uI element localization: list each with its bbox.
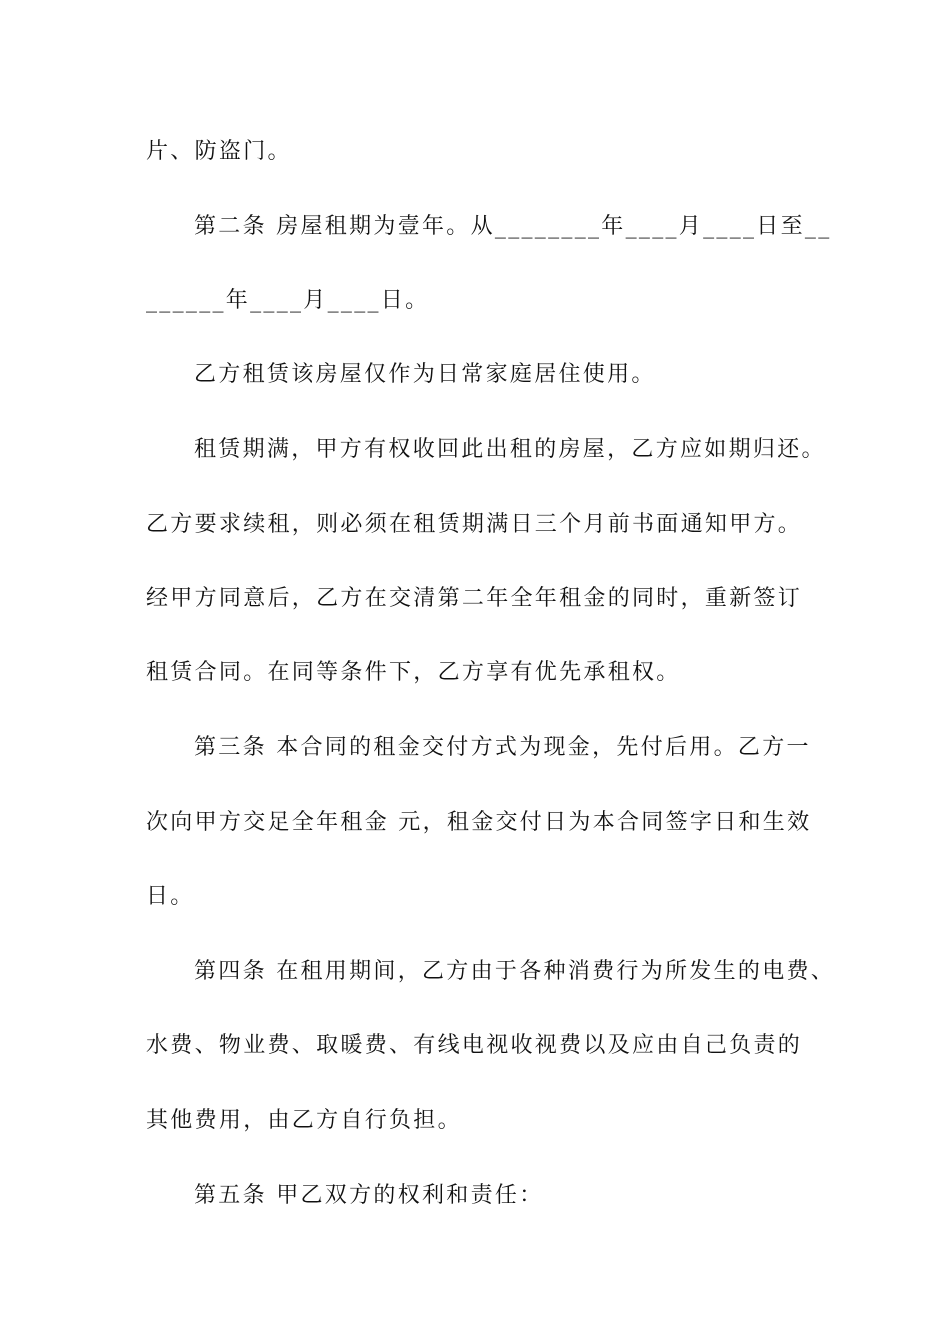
renewal-paragraph-line-1: 租赁期满，甲方有权收回此出租的房屋，乙方应如期归还。 (194, 437, 826, 462)
clause-5-heading: 第五条 甲乙双方的权利和责任： (194, 1183, 544, 1208)
usage-paragraph: 乙方租赁该房屋仅作为日常家庭居住使用。 (194, 362, 656, 387)
clause-4-line-2: 水费、物业费、取暖费、有线电视收视费以及应由自己负责的 (146, 1033, 803, 1058)
renewal-paragraph-line-3: 经甲方同意后，乙方在交清第二年全年租金的同时，重新签订 (146, 586, 803, 611)
clause-3-line-3: 日。 (146, 884, 195, 909)
renewal-paragraph-line-4: 租赁合同。在同等条件下，乙方享有优先承租权。 (146, 660, 681, 685)
clause-3-line-2: 次向甲方交足全年租金 元，租金交付日为本合同签字日和生效 (146, 810, 812, 835)
clause-2-line-2: ______年____月____日。 (146, 288, 430, 313)
clause-2-line-1: 第二条 房屋租期为壹年。从________年____月____日至__ (194, 214, 832, 239)
clause-4-line-1: 第四条 在租用期间，乙方由于各种消费行为所发生的电费、 (194, 959, 836, 984)
renewal-paragraph-line-2: 乙方要求续租，则必须在租赁期满日三个月前书面通知甲方。 (146, 512, 803, 537)
clause-4-line-3: 其他费用，由乙方自行负担。 (146, 1108, 462, 1133)
text-line-continuation: 片、防盗门。 (146, 139, 292, 164)
clause-3-line-1: 第三条 本合同的租金交付方式为现金，先付后用。乙方一 (194, 735, 811, 760)
